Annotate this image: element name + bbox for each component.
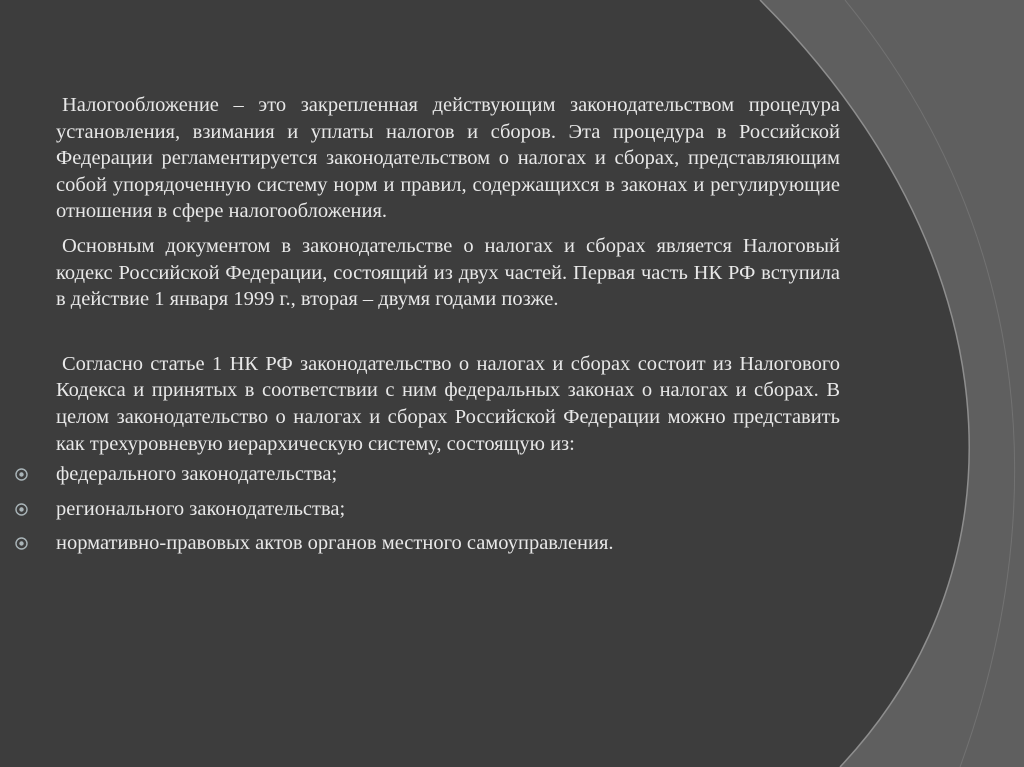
paragraph-tax-code: Основным документом в законодательстве о налогах и сборах является Налоговый кодекс Российской Федерации, состоящий из двух частей. Первая часть НК РФ вступила в действие 1 января 1999 г., вторая – двумя годами позже.	[56, 234, 840, 311]
list-item-label: нормативно-правовых актов органов местного самоуправления.	[56, 532, 614, 555]
list-item-label: регионального законодательства;	[56, 497, 346, 520]
slide-content	[0, 92, 840, 565]
list-item-federal	[0, 461, 840, 488]
target-bullet-icon	[15, 468, 28, 481]
target-bullet-icon	[15, 503, 28, 516]
legislation-levels-list	[0, 461, 840, 557]
list-item-label: федерального законодательства;	[56, 463, 338, 486]
list-item-local	[0, 530, 840, 557]
paragraph-legislation-structure: Согласно статье 1 НК РФ законодательство о налогах и сборах состоит из Налогового Кодекса и принятых в соответствии с ним федеральных законах о налогах и сборах. В целом законодательство о налогах и сборах Российской Федерации можно представить как трехуровневую иерархическую систему, состоящую из:	[56, 352, 840, 455]
list-item-regional	[0, 496, 840, 523]
target-bullet-icon	[15, 537, 28, 550]
paragraph-taxation-definition: Налогообложение – это закрепленная действующим законодательством процедура установления, взимания и уплаты налогов и сборов. Эта процедура в Российской Федерации регламентируется законодательством о налогах и сборах, представляющим собой упорядоченную систему норм и правил, содержащихся в законах и регулирующие отношения в сфере налогообложения.	[56, 94, 840, 223]
